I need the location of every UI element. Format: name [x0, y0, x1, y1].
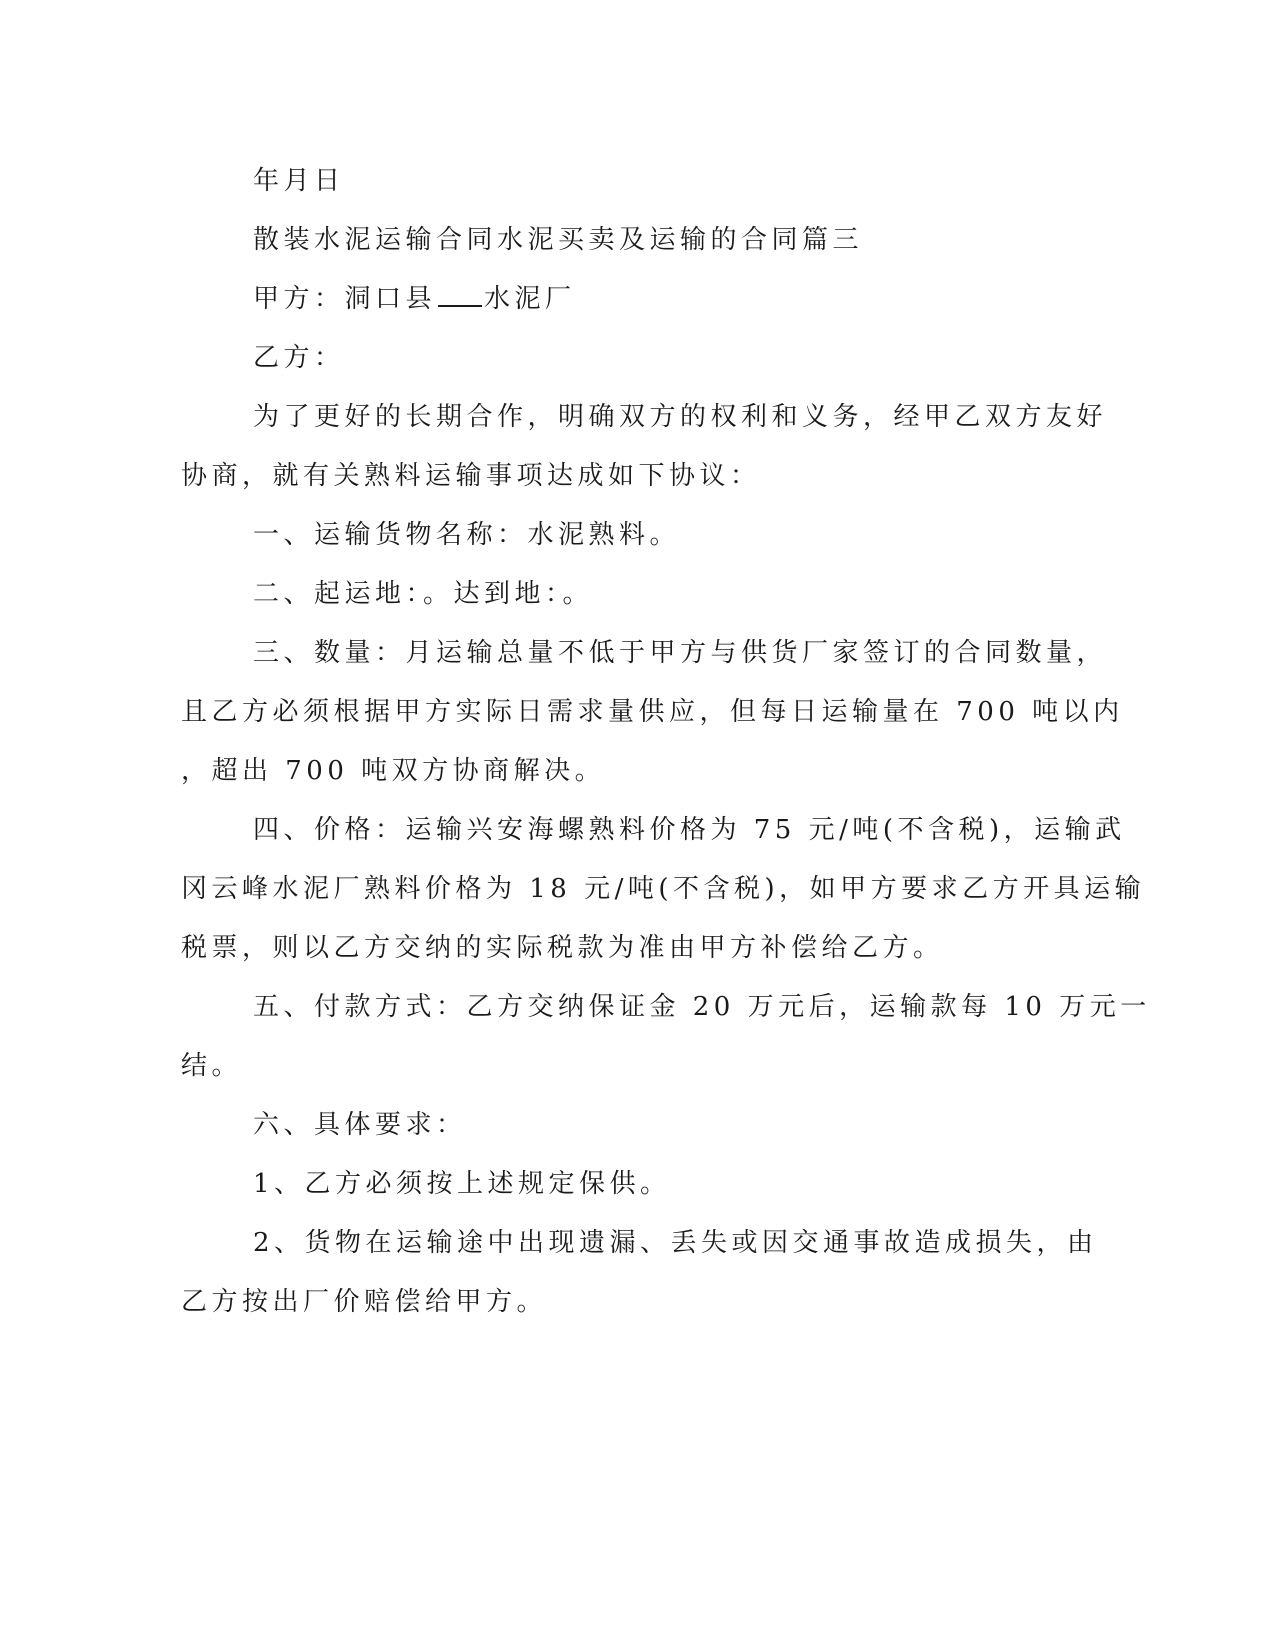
party-b-line: 乙方： [253, 343, 345, 373]
clause-requirements: 六、具体要求： [253, 1110, 467, 1140]
paragraph-line: 冈云峰水泥厂熟料价格为 18 元/吨(不含税)，如甲方要求乙方开具运输 [181, 874, 1146, 904]
party-a-line [253, 283, 576, 315]
section-title: 散装水泥运输合同水泥买卖及运输的合同篇三 [253, 225, 864, 255]
party-a-prefix: 甲方：洞口县 [253, 284, 437, 314]
clause-payment: 五、付款方式：乙方交纳保证金 20 万元后，运输款每 10 万元一 [253, 992, 1151, 1022]
requirement-item: 2、货物在运输途中出现遗漏、丢失或因交通事故造成损失，由 [253, 1228, 1098, 1258]
paragraph-line: 为了更好的长期合作，明确双方的权利和义务，经甲乙双方友好 [253, 402, 1108, 432]
paragraph-line: 协商，就有关熟料运输事项达成如下协议： [181, 461, 761, 491]
paragraph-line: ，超出 700 吨双方协商解决。 [181, 756, 606, 786]
clause-goods: 一、运输货物名称：水泥熟料。 [253, 520, 681, 550]
paragraph-line: 结。 [181, 1051, 243, 1081]
clause-origin: 二、起运地：。达到地：。 [253, 579, 594, 609]
clause-quantity: 三、数量：月运输总量不低于甲方与供货厂家签订的合同数量， [253, 638, 1108, 668]
clause-price: 四、价格：运输兴安海螺熟料价格为 75 元/吨(不含税)，运输武 [253, 815, 1126, 845]
requirement-item: 1、乙方必须按上述规定保供。 [253, 1169, 671, 1199]
paragraph-line: 乙方按出厂价赔偿给甲方。 [181, 1287, 548, 1317]
fill-in-blank [438, 283, 482, 307]
party-a-suffix: 水泥厂 [484, 284, 576, 314]
paragraph-line: 税票，则以乙方交纳的实际税款为准由甲方补偿给乙方。 [181, 933, 944, 963]
paragraph-line: 且乙方必须根据甲方实际日需求量供应，但每日运输量在 700 吨以内 [181, 697, 1124, 727]
date-line: 年月日 [253, 166, 345, 196]
